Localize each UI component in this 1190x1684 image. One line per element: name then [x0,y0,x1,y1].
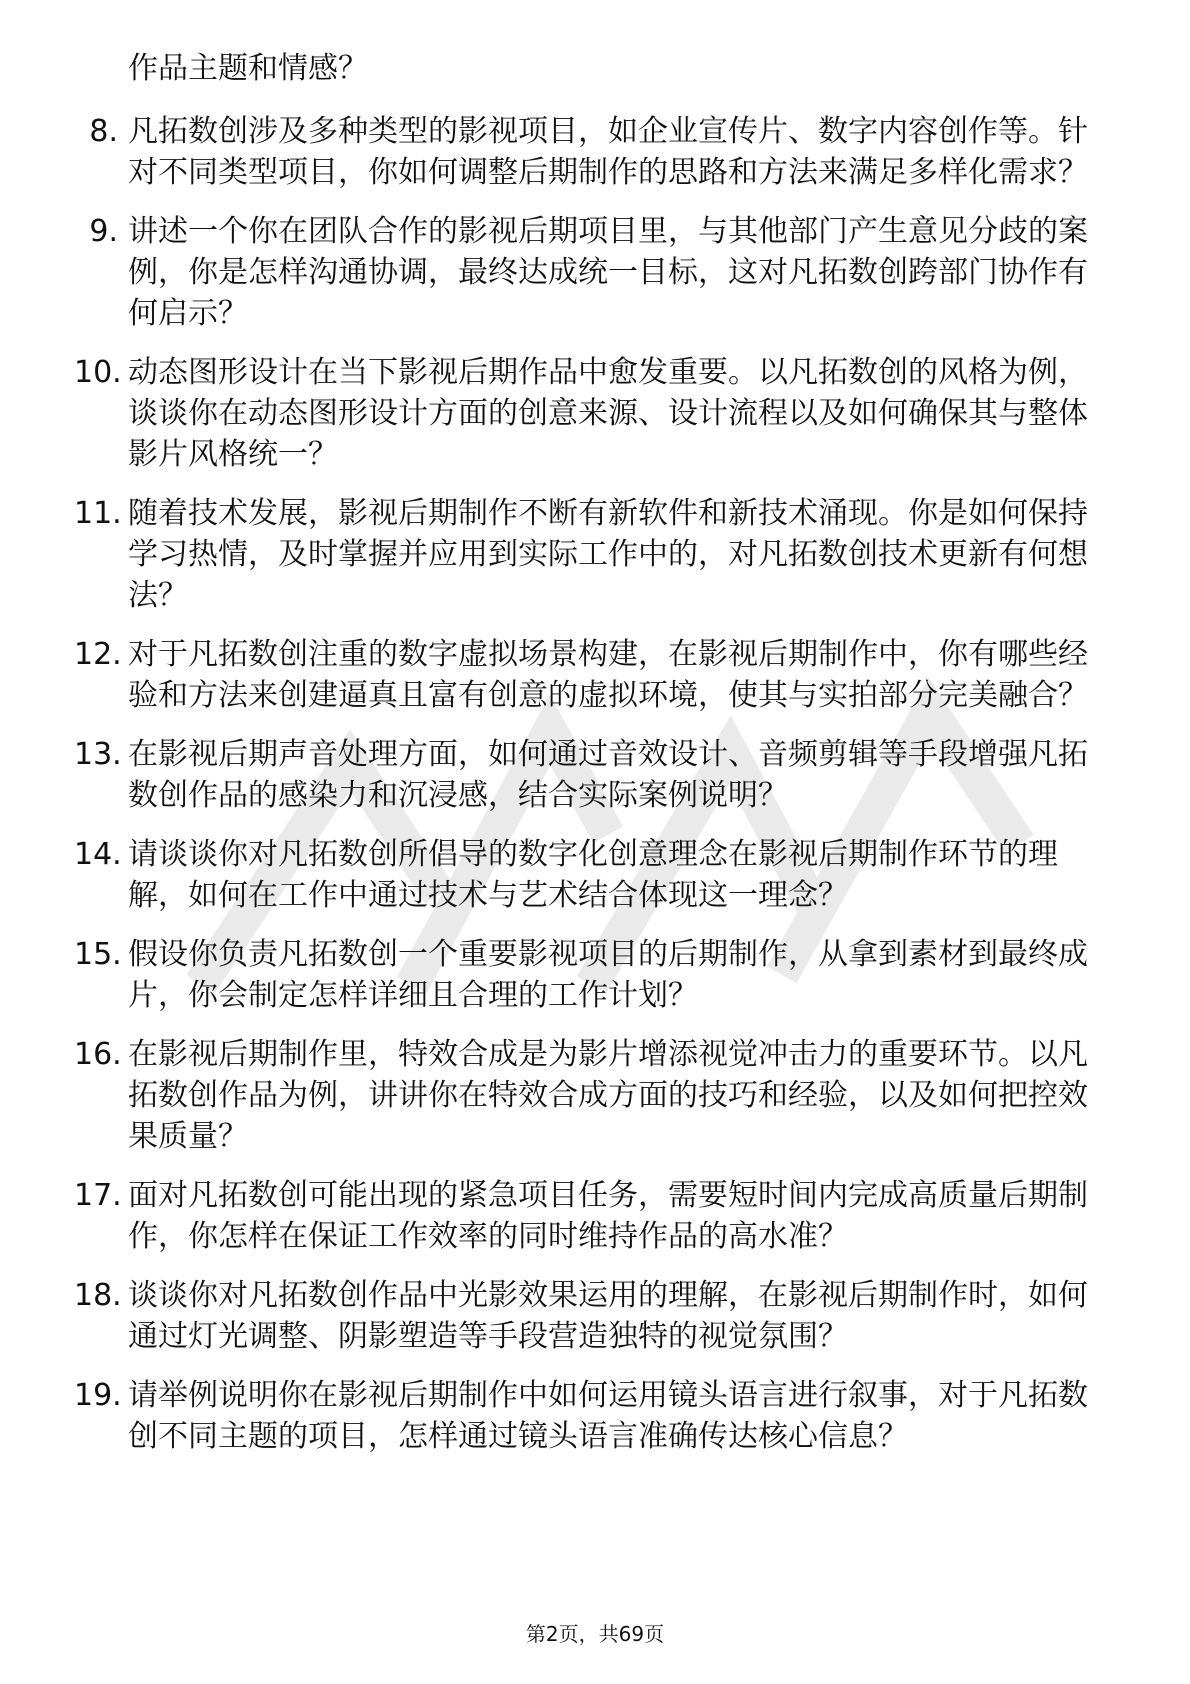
list-item [74,211,1116,334]
question-text: 随着技术发展，影视后期制作不断有新软件和新技术涌现。你是如何保持学习热情，及时掌握并应用到实际工作中的，对凡拓数创技术更新有何想法？ [128,496,1088,613]
question-text: 在影视后期声音处理方面，如何通过音效设计、音频剪辑等手段增强凡拓数创作品的感染力和沉浸感，结合实际案例说明？ [128,737,1088,813]
question-text: 谈谈你对凡拓数创作品中光影效果运用的理解，在影视后期制作时，如何通过灯光调整、阴影塑造等手段营造独特的视觉氛围？ [128,1278,1088,1354]
question-text: 在影视后期制作里，特效合成是为影片增添视觉冲击力的重要环节。以凡拓数创作品为例，讲讲你在特效合成方面的技巧和经验，以及如何把控效果质量？ [128,1037,1088,1154]
question-number: 14. [74,837,122,872]
question-number: 8. [89,114,118,149]
question-list [74,111,1116,1457]
list-item [74,1375,1116,1457]
question-text: 凡拓数创涉及多种类型的影视项目，如企业宣传片、数字内容创作等。针对不同类型项目，你如何调整后期制作的思路和方法来满足多样化需求？ [128,114,1088,190]
question-text: 面对凡拓数创可能出现的紧急项目任务，需要短时间内完成高质量后期制作，你怎样在保证工作效率的同时维持作品的高水准？ [128,1178,1088,1254]
question-number: 9. [89,214,118,249]
question-text: 假设你负责凡拓数创一个重要影视项目的后期制作，从拿到素材到最终成片，你会制定怎样详细且合理的工作计划？ [128,937,1088,1013]
list-item [74,493,1116,616]
question-number: 17. [74,1178,122,1213]
question-number: 10. [74,355,122,390]
question-number: 11. [74,496,122,531]
question-text: 请谈谈你对凡拓数创所倡导的数字化创意理念在影视后期制作环节的理解，如何在工作中通过技术与艺术结合体现这一理念？ [128,837,1058,913]
question-number: 19. [74,1378,122,1413]
question-number: 15. [74,937,122,972]
list-item [74,634,1116,716]
list-item [74,111,1116,193]
list-item [74,352,1116,475]
continuation-text: 作品主题和情感？ [128,51,368,86]
list-item [74,734,1116,816]
list-item [74,834,1116,916]
list-item [74,1034,1116,1157]
question-number: 13. [74,737,122,772]
question-number: 12. [74,637,122,672]
question-number: 16. [74,1037,122,1072]
page-number-footer: 第2页，共69页 [525,1622,665,1646]
question-text: 请举例说明你在影视后期制作中如何运用镜头语言进行叙事，对于凡拓数创不同主题的项目，怎样通过镜头语言准确传达核心信息？ [128,1378,1088,1454]
list-item [74,1275,1116,1357]
list-item [74,1175,1116,1257]
question-text: 讲述一个你在团队合作的影视后期项目里，与其他部门产生意见分歧的案例，你是怎样沟通协调，最终达成统一目标，这对凡拓数创跨部门协作有何启示？ [128,214,1088,331]
question-number: 18. [74,1278,122,1313]
list-item [74,934,1116,1016]
question-text: 动态图形设计在当下影视后期作品中愈发重要。以凡拓数创的风格为例，谈谈你在动态图形设计方面的创意来源、设计流程以及如何确保其与整体影片风格统一？ [128,355,1088,472]
question-text: 对于凡拓数创注重的数字虚拟场景构建，在影视后期制作中，你有哪些经验和方法来创建逼真且富有创意的虚拟环境，使其与实拍部分完美融合？ [128,637,1088,713]
page-content [74,48,1116,1475]
